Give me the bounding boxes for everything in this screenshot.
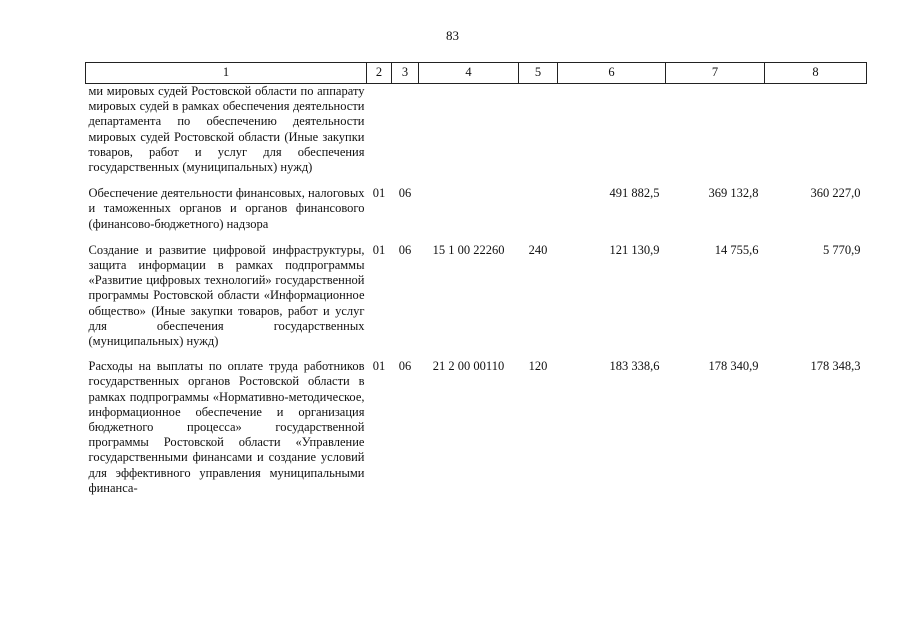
row-amount-col7: 369 132,8 — [708, 186, 759, 201]
budget-table — [85, 62, 867, 496]
header-col-3: 3 — [392, 63, 419, 84]
row-expense-type — [519, 84, 558, 187]
row-amount-col8: 5 770,9 — [823, 242, 861, 257]
row-target-article: 15 1 00 22260 — [432, 242, 505, 257]
row-description: Обеспечение деятельности финансовых, налоговых и таможенных органов и органов финансового (финансово-бюджетного) надзора — [88, 186, 365, 231]
header-col-7: 7 — [666, 63, 765, 84]
row-section: 01 — [372, 359, 386, 374]
row-expense-type: 240 — [528, 242, 548, 257]
row-expense-type: 120 — [528, 359, 548, 374]
row-amount-col7: 178 340,9 — [708, 359, 759, 374]
row-description: Создание и развитие цифровой инфраструктуры, защита информации в рамках подпрограммы «Развитие цифровых технологий» государственной программы Ростовской области «Информационное общество» (Иные закупки товаров, работ и услуг для обеспечения государственных (муниципальных) нужд) — [88, 242, 365, 349]
row-subsection: 06 — [398, 186, 412, 201]
table-row — [86, 243, 867, 359]
header-col-8: 8 — [765, 63, 867, 84]
row-target-article — [419, 186, 519, 243]
row-subsection — [392, 84, 419, 187]
row-amount-col8 — [765, 84, 867, 187]
row-amount-col6 — [558, 84, 666, 187]
row-subsection: 06 — [398, 359, 412, 374]
header-col-1: 1 — [86, 63, 367, 84]
row-subsection: 06 — [398, 242, 412, 257]
row-amount-col6: 183 338,6 — [609, 359, 660, 374]
table-row — [86, 359, 867, 496]
table-row — [86, 186, 867, 243]
row-amount-col8: 360 227,0 — [810, 186, 861, 201]
header-row — [86, 63, 867, 84]
row-amount-col7: 14 755,6 — [714, 242, 759, 257]
row-amount-col6: 121 130,9 — [609, 242, 660, 257]
header-col-2: 2 — [367, 63, 392, 84]
row-amount-col7 — [666, 84, 765, 187]
header-col-6: 6 — [558, 63, 666, 84]
row-description: ми мировых судей Ростовской области по аппарату мировых судей в рамках обеспечения деятельности департамента по обеспечению деятельности мировых судей Ростовской области (Иные закупки товаров, работ и услуг для обеспечения государственных (муниципальных) нужд) — [88, 84, 365, 175]
row-target-article: 21 2 00 00110 — [432, 359, 505, 374]
row-amount-col8: 178 348,3 — [810, 359, 861, 374]
header-col-4: 4 — [419, 63, 519, 84]
row-expense-type — [519, 186, 558, 243]
header-col-5: 5 — [519, 63, 558, 84]
row-description: Расходы на выплаты по оплате труда работников государственных органов Ростовской области в рамках подпрограммы «Нормативно-методическое, информационное обеспечение и организация бюджетного процесса» государственной программы Ростовской области «Управление государственными финансами и создание условий для эффективного управления муниципальными финанса- — [88, 359, 365, 495]
table-row — [86, 84, 867, 187]
row-section: 01 — [372, 242, 386, 257]
row-section: 01 — [372, 186, 386, 201]
page-number: 83 — [446, 28, 459, 43]
row-amount-col6: 491 882,5 — [609, 186, 660, 201]
row-section — [367, 84, 392, 187]
row-target-article — [419, 84, 519, 187]
